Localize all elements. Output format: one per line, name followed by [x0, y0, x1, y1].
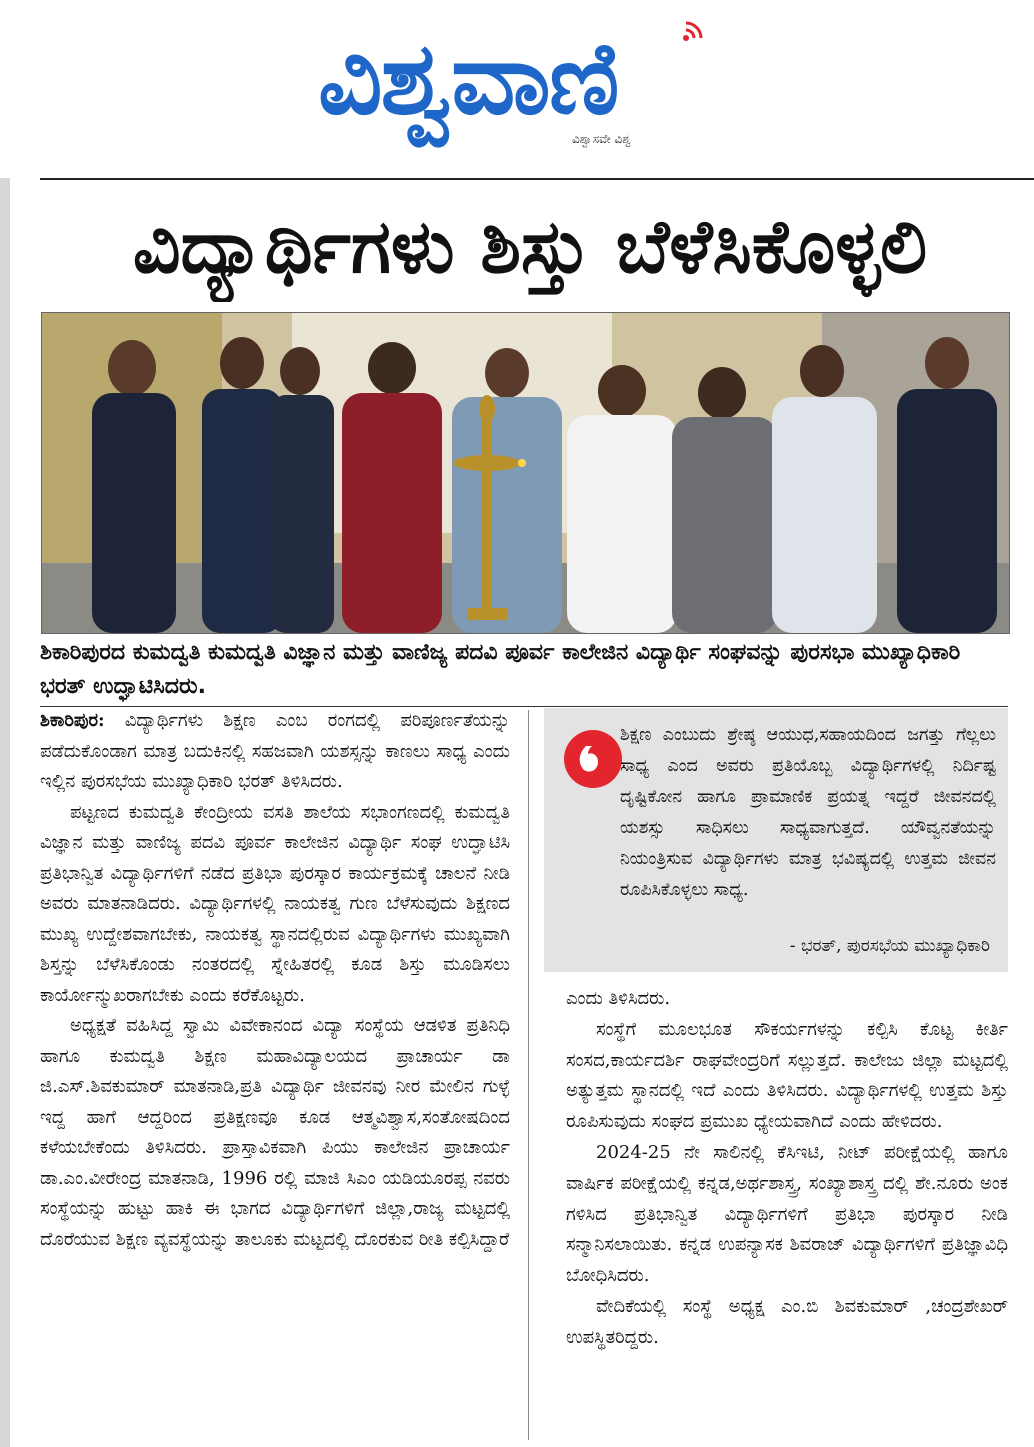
article-paragraph-2: ಪಟ್ಟಣದ ಕುಮದ್ವತಿ ಕೇಂದ್ರೀಯ ವಸತಿ ಶಾಲೆಯ ಸಭಾಂಗಣದಲ್ಲಿ ಕುಮದ್ವತಿ ವಿಜ್ಞಾನ ಮತ್ತು ವಾಣಿಜ್ಯ ಪದವಿ ಪೂರ್ವ ಕಾಲೇಜಿನ ವಿದ್ಯಾರ್ಥಿ ಸಂಘ ಉದ್ಘಾಟಿಸಿ ಪ್ರತಿಭಾನ್ವಿತ ವಿದ್ಯಾರ್ಥಿಗಳಿಗೆ ನಡೆದ ಪ್ರತಿಭಾ ಪುರಸ್ಕಾರ ಕಾರ್ಯಕ್ರಮಕ್ಕೆ ಚಾಲನೆ ನೀಡಿ ಅವರು ಮಾತನಾಡಿದರು. ವಿದ್ಯಾರ್ಥಿಗಳಲ್ಲಿ ನಾಯಕತ್ವ ಗುಣ ಬೆಳೆಸುವುದು ಶಿಕ್ಷಣದ ಮುಖ್ಯ ಉದ್ದೇಶವಾಗಬೇಕು, ನಾಯಕತ್ವ ಸ್ಥಾನದಲ್ಲಿರುವ ವಿದ್ಯಾರ್ಥಿಗಳು ಮುಖ್ಯವಾಗಿ ಶಿಸ್ತನ್ನು ಬೆಳೆಸಿಕೊಂಡು ನಂತರದಲ್ಲಿ ಸ್ನೇಹಿತರಲ್ಲಿ ಕೂಡ ಶಿಸ್ತು ಮೂಡಿಸಲು ಕಾರ್ಯೋನ್ಮುಖರಾಗಬೇಕು ಎಂದು ಕರೆಕೊಟ್ಟರು.: [40, 801, 510, 1006]
article-paragraph-r2: ಸಂಸ್ಥೆಗೆ ಮೂಲಭೂತ ಸೌಕರ್ಯಗಳನ್ನು ಕಲ್ಪಿಸಿ ಕೊಟ್ಟ ಕೀರ್ತಿ ಸಂಸದ,ಕಾರ್ಯದರ್ಶಿ ರಾಘವೇಂದ್ರರಿಗೆ ಸಲ್ಲುತ್ತದೆ. ಕಾಲೇಜು ಜಿಲ್ಲಾ ಮಟ್ಟದಲ್ಲಿ ಅತ್ಯುತ್ತಮ ಸ್ಥಾನದಲ್ಲಿ ಇದೆ ಎಂದು ತಿಳಿಸಿದರು. ವಿದ್ಯಾರ್ಥಿಗಳಲ್ಲಿ ಉತ್ತಮ ಶಿಸ್ತು ರೂಪಿಸುವುದು ಸಂಘದ ಪ್ರಮುಖ ಧ್ಯೇಯವಾಗಿದೆ ಎಂದು ಹೇಳಿದರು.: [566, 1018, 1008, 1133]
article-paragraph-1: [40, 706, 510, 798]
pull-quote-source: - ಭರತ್, ಪುರಸಭೆಯ ಮುಖ್ಯಾಧಿಕಾರಿ: [789, 936, 990, 956]
article-body-right: [566, 984, 1008, 1354]
pull-quote-text: ಶಿಕ್ಷಣ ಎಂಬುದು ಶ್ರೇಷ್ಠ ಆಯುಧ,ಸಹಾಯದಿಂದ ಜಗತ್ತು ಗೆಲ್ಲಲು ಸಾಧ್ಯ ಎಂದ ಅವರು ಪ್ರತಿಯೊಬ್ಬ ವಿದ್ಯಾರ್ಥಿಗಳಲ್ಲಿ ನಿರ್ದಿಷ್ಟ ದೃಷ್ಟಿಕೋನ ಹಾಗೂ ಪ್ರಾಮಾಣಿಕ ಪ್ರಯತ್ನ ಇದ್ದರೆ ಜೀವನದಲ್ಲಿ ಯಶಸ್ಸು ಸಾಧಿಸಲು ಸಾಧ್ಯವಾಗುತ್ತದೆ. ಯೌವ್ವನತೆಯನ್ನು ನಿಯಂತ್ರಿಸುವ ವಿದ್ಯಾರ್ಥಿಗಳು ಮಾತ್ರ ಭವಿಷ್ಯದಲ್ಲಿ ಉತ್ತಮ ಜೀವನ ರೂಪಿಸಿಕೊಳ್ಳಲು ಸಾಧ್ಯ.: [620, 725, 996, 900]
lamp-lighting-illustration: [42, 313, 1009, 633]
masthead: [0, 0, 1034, 178]
article-headline: ವಿದ್ಯಾರ್ಥಿಗಳು ಶಿಸ್ತು ಬೆಳೆಸಿಕೊಳ್ಳಲಿ: [132, 204, 928, 290]
signal-icon: [680, 16, 710, 44]
event-photo: [41, 312, 1010, 634]
article-paragraph-3: ಅಧ್ಯಕ್ಷತೆ ವಹಿಸಿದ್ದ ಸ್ವಾಮಿ ವಿವೇಕಾನಂದ ವಿದ್ಯಾ ಸಂಸ್ಥೆಯ ಆಡಳಿತ ಪ್ರತಿನಿಧಿ ಹಾಗೂ ಕುಮದ್ವತಿ ಶಿಕ್ಷಣ ಮಹಾವಿದ್ಯಾಲಯದ ಪ್ರಾಚಾರ್ಯ ಡಾ ಜಿ.ಎಸ್.ಶಿವಕುಮಾರ್ ಮಾತನಾಡಿ,ಪ್ರತಿ ವಿದ್ಯಾರ್ಥಿ ಜೀವನವು ನೀರ ಮೇಲಿನ ಗುಳ್ಳೆ ಇದ್ದ ಹಾಗೆ ಆದ್ದರಿಂದ ಪ್ರತಿಕ್ಷಣವೂ ಕೂಡ ಆತ್ಮವಿಶ್ವಾಸ,ಸಂತೋಷದಿಂದ ಕಳೆಯಬೇಕೆಂದು ತಿಳಿಸಿದರು. ಪ್ರಾಸ್ತಾವಿಕವಾಗಿ ಪಿಯು ಕಾಲೇಜಿನ ಪ್ರಾಚಾರ್ಯ ಡಾ.ಎಂ.ವೀರೇಂದ್ರ ಮಾತನಾಡಿ, 1996 ರಲ್ಲಿ ಮಾಜಿ ಸಿಎಂ ಯಡಿಯೂರಪ್ಪ ನವರು ಸಂಸ್ಥೆಯನ್ನು ಹುಟ್ಟು ಹಾಕಿ ಈ ಭಾಗದ ವಿದ್ಯಾರ್ಥಿಗಳಿಗೆ ಜಿಲ್ಲಾ,ರಾಜ್ಯ ಮಟ್ಟದಲ್ಲಿ ದೊರೆಯುವ ಶಿಕ್ಷಣ ವ್ಯವಸ್ಥೆಯನ್ನು ತಾಲೂಕು ಮಟ್ಟದಲ್ಲಿ ದೊರಕುವ ರೀತಿ ಕಲ್ಪಿಸಿದ್ದಾರೆ: [40, 1015, 510, 1250]
column-divider: [528, 710, 529, 1440]
photo-caption: ಶಿಕಾರಿಪುರದ ಕುಮದ್ವತಿ ಕುಮದ್ವತಿ ವಿಜ್ಞಾನ ಮತ್ತು ವಾಣಿಜ್ಯ ಪದವಿ ಪೂರ್ವ ಕಾಲೇಜಿನ ವಿದ್ಯಾರ್ಥಿ ಸಂಘವನ್ನು ಪುರಸಭಾ ಮುಖ್ಯಾಧಿಕಾರಿ ಭರತ್ ಉದ್ಘಾಟಿಸಿದರು.: [40, 640, 961, 699]
dateline: ಶಿಕಾರಿಪುರ:: [40, 710, 105, 731]
pull-quote-box: [544, 708, 1008, 972]
paragraph-text: ವಿದ್ಯಾರ್ಥಿಗಳು ಶಿಕ್ಷಣ ಎಂಬ ರಂಗದಲ್ಲಿ ಪರಿಪೂರ್ಣತೆಯನ್ನು ಪಡೆದುಕೊಂಡಾಗ ಮಾತ್ರ ಬದುಕಿನಲ್ಲಿ ಸಹಜವಾಗಿ ಯಶಸ್ಸನ್ನು ಕಾಣಲು ಸಾಧ್ಯ ಎಂದು ಇಲ್ಲಿನ ಪುರಸಭೆಯ ಮುಖ್ಯಾಧಿಕಾರಿ ಭರತ್ ತಿಳಿಸಿದರು.: [40, 710, 510, 792]
article-paragraph-r4: ವೇದಿಕೆಯಲ್ಲಿ ಸಂಸ್ಥೆ ಅಧ್ಯಕ್ಷ ಎಂ.ಬಿ ಶಿವಕುಮಾರ್ ,ಚಂದ್ರಶೇಖರ್ ಉಪಸ್ಥಿತರಿದ್ದರು.: [566, 1295, 1008, 1348]
page-edge: [0, 178, 10, 1447]
newspaper-logo: ವಿಶ್ವವಾಣಿ: [318, 20, 618, 137]
masthead-rule: [40, 178, 1034, 180]
newspaper-tagline: ವಿಶ್ವಾಸವೇ ವಿಶ್ವ: [572, 132, 631, 146]
article-paragraph-r1: ಎಂದು ತಿಳಿಸಿದರು.: [566, 988, 671, 1009]
article-paragraph-r3: 2024-25 ನೇ ಸಾಲಿನಲ್ಲಿ ಕೆಸಿಇಟಿ, ನೀಟ್ ಪರೀಕ್ಷೆಯಲ್ಲಿ ಹಾಗೂ ವಾರ್ಷಿಕ ಪರೀಕ್ಷೆಯಲ್ಲಿ ಕನ್ನಡ,ಅರ್ಥಶಾಸ್ತ್ರ, ಸಂಖ್ಯಾಶಾಸ್ತ್ರ ದಲ್ಲಿ ಶೇ.ನೂರು ಅಂಕ ಗಳಿಸಿದ ಪ್ರತಿಭಾನ್ವಿತ ವಿದ್ಯಾರ್ಥಿಗಳಿಗೆ ಪ್ರತಿಭಾ ಪುರಸ್ಕಾರ ನೀಡಿ ಸನ್ಮಾನಿಸಲಾಯಿತು. ಕನ್ನಡ ಉಪನ್ಯಾಸಕ ಶಿವರಾಜ್ ವಿದ್ಯಾರ್ಥಿಗಳಿಗೆ ಪ್ರತಿಜ್ಞಾವಿಧಿ ಬೋಧಿಸಿದರು.: [566, 1141, 1008, 1287]
article-body-left: [40, 706, 510, 1255]
